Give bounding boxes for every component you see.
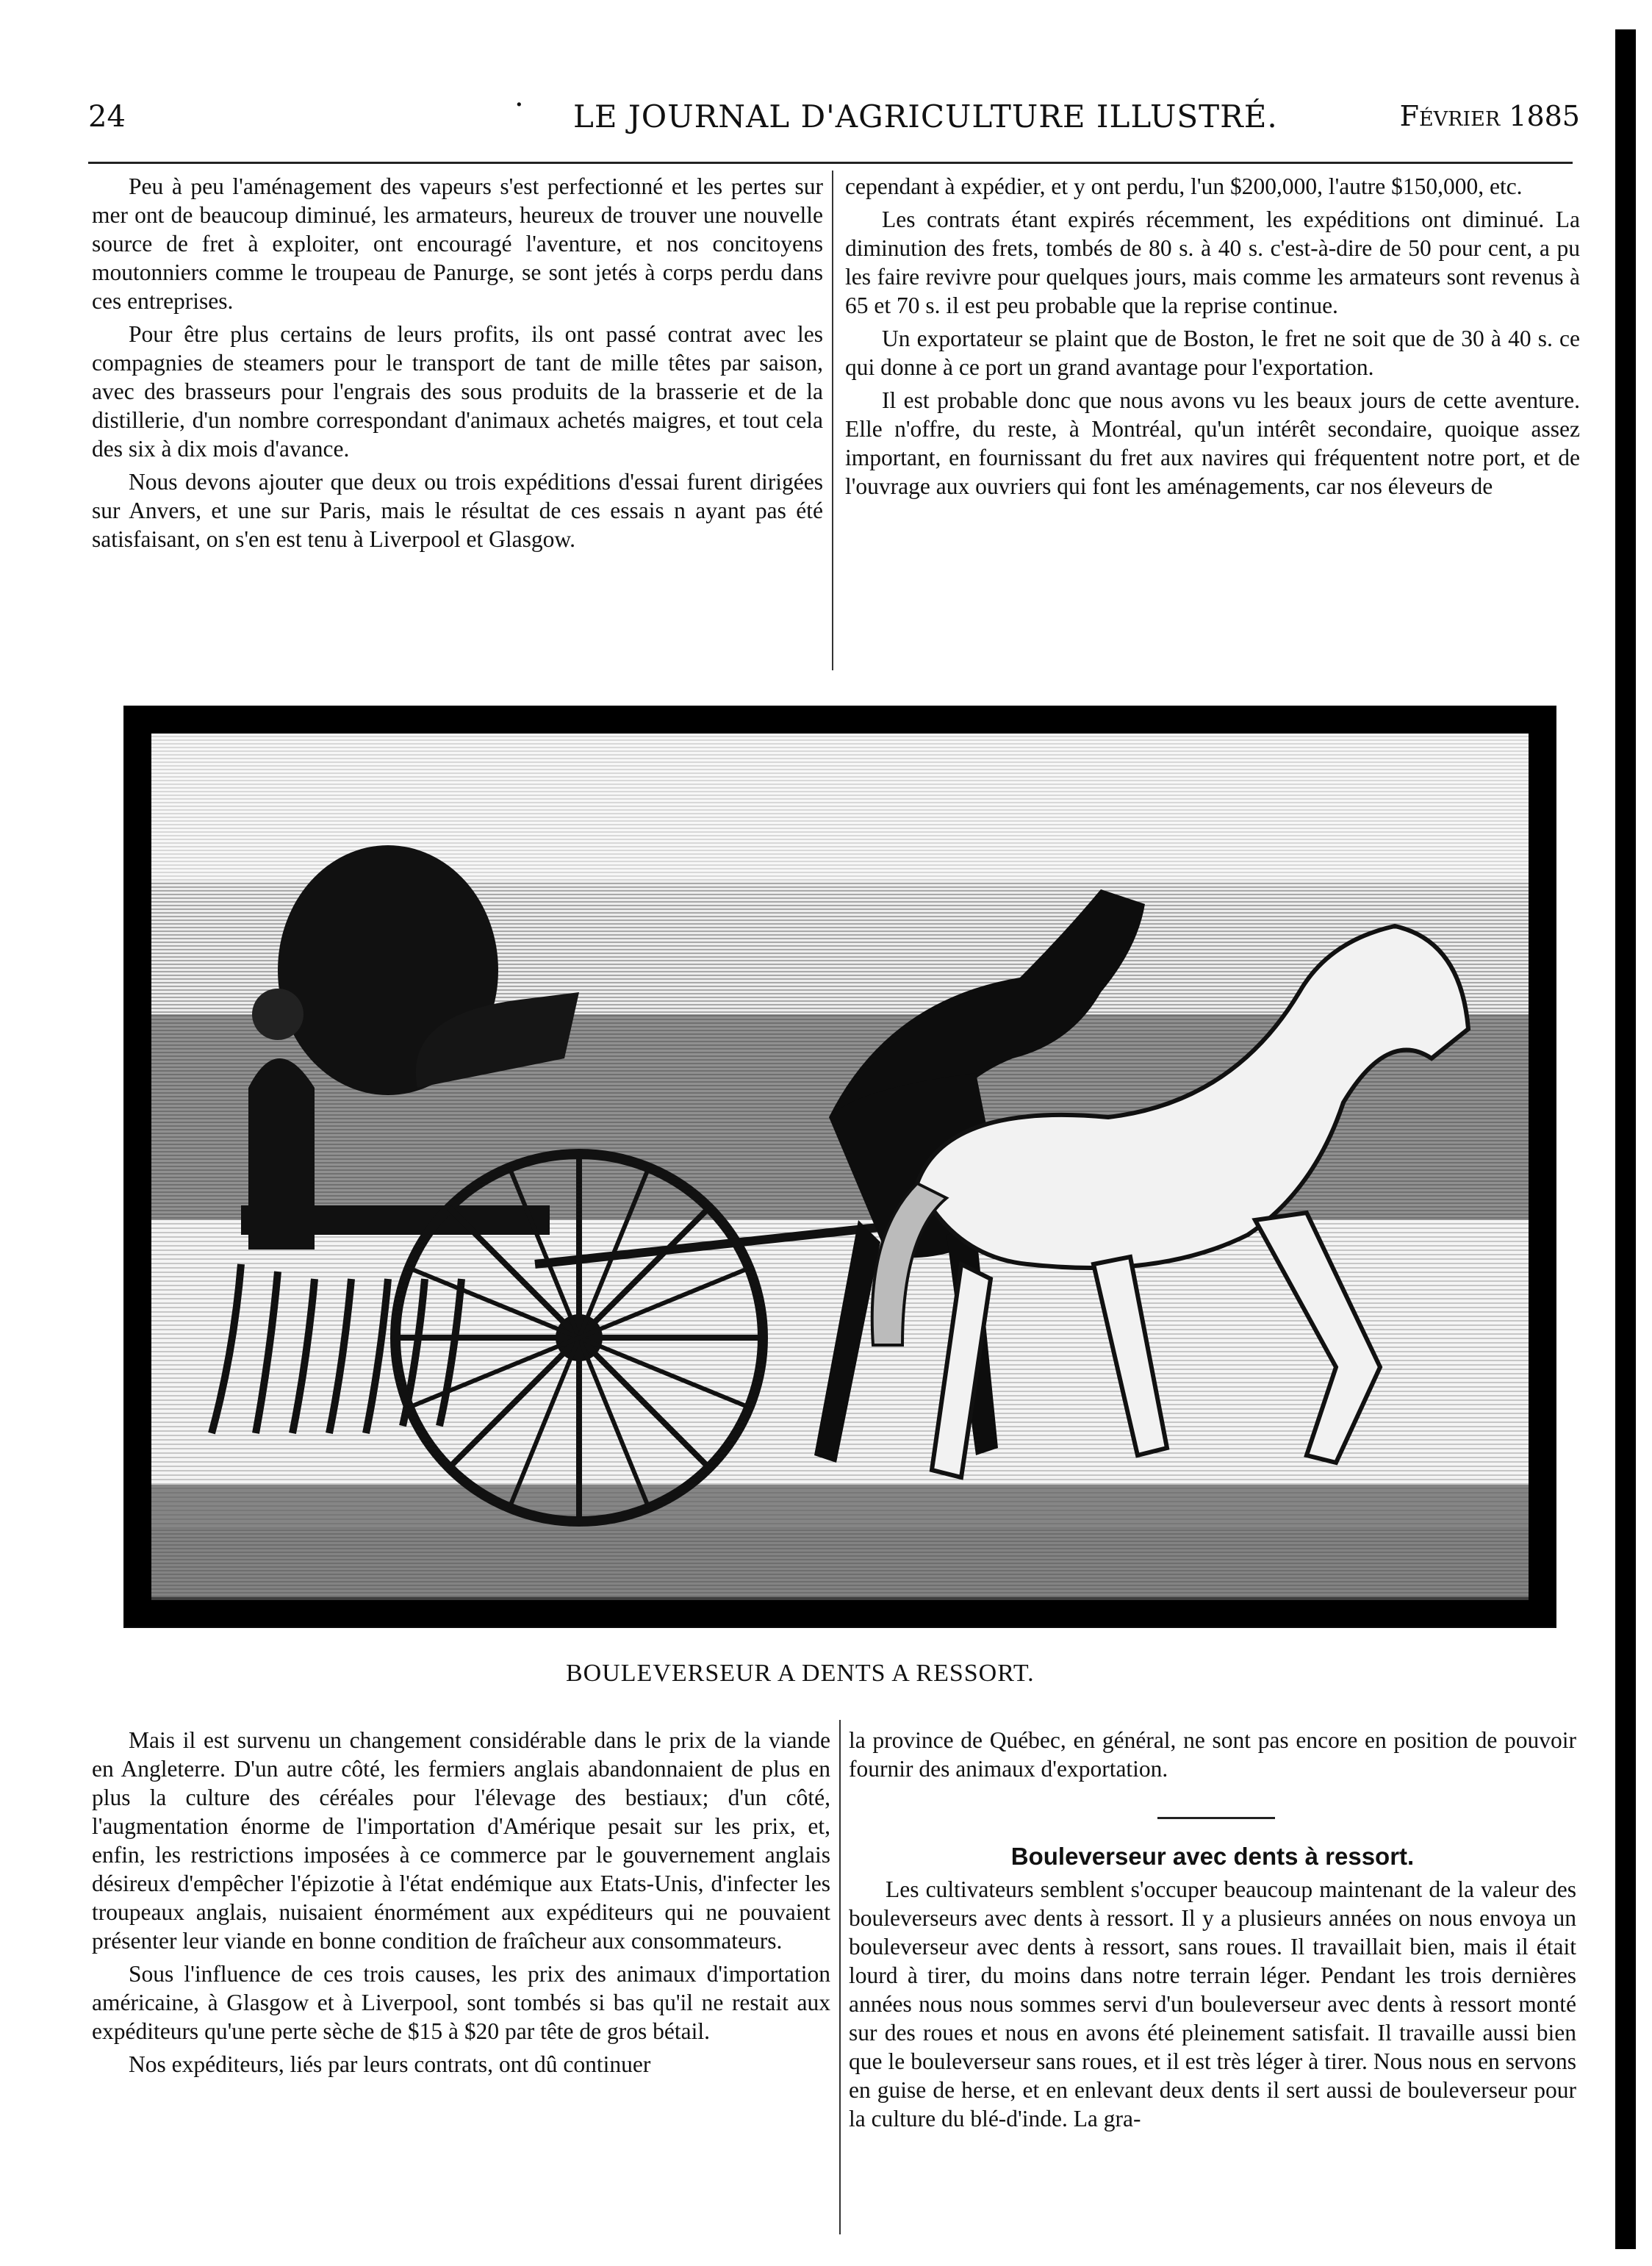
page-number: 24 (88, 100, 126, 134)
header-rule (88, 162, 1573, 164)
paragraph: Un exportateur se plaint que de Boston, le fret ne soit que de 30 à 40 s. ce qui donne à ce port un grand avantage pour l'exportation. (845, 326, 1580, 380)
issue-date: Février 1885 (1399, 100, 1580, 132)
column-top-left (92, 172, 823, 558)
paragraph: Nos expéditeurs, liés par leurs contrats, ont dû continuer (129, 2051, 651, 2077)
engraving-illustration (123, 706, 1556, 1628)
cart-wheel-icon (395, 1154, 763, 1521)
section-divider (1157, 1817, 1275, 1819)
paragraph: la province de Québec, en général, ne sont pas encore en position de pouvoir fournir des animaux d'exportation. (849, 1727, 1576, 1782)
column-bottom-left (92, 1726, 830, 2083)
paragraph: Mais il est survenu un changement considérable dans le prix de la viande en Angleterre. D'un autre côté, les fermiers anglais abandonnaient de plus en plus la culture des céréales pour l'élevage des bestiaux; d'un côté, l'augmentation énorme de l'importation d'Amérique pesait sur les prix, et, enfin, les restrictions imposées à ce commerce par le gouvernement anglais désireux d'empêcher l'épizotie à l'état endémique aux Etats-Unis, d'infecter les troupeaux anglais, nuisaient énormément aux expéditeurs qui ne pouvaient présenter leur viande en bonne condition de fraîcheur aux consommateurs. (92, 1727, 830, 1954)
paragraph: cependant à expédier, et y ont perdu, l'un $200,000, l'autre $150,000, etc. (845, 173, 1523, 199)
paragraph: Peu à peu l'aménagement des vapeurs s'est perfectionné et les pertes sur mer ont de beaucoup diminué, les armateurs, heureux de trouver une nouvelle source de fret à exploiter, ont encouragé l'aventure, et nos concitoyens moutonniers comme le troupeau de Panurge, se sont jetés à corps perdu dans ces entreprises. (92, 173, 823, 314)
column-top-right (845, 172, 1580, 505)
paragraph: Pour être plus certains de leurs profits, ils ont passé contrat avec les compagnies de steamers pour le transport de tant de mille têtes par saison, avec des brasseurs pour l'engrais des sous produits de la brasserie et de la distillerie, d'un nombre correspondant d'animaux achetés maigres, et tout cela des six à dix mois d'avance. (92, 321, 823, 462)
journal-title: LE JOURNAL D'AGRICULTURE ILLUSTRÉ. (573, 98, 1278, 135)
column-bottom-right (849, 1726, 1576, 2137)
paragraph: Nous devons ajouter que deux ou trois expéditions d'essai furent dirigées sur Anvers, et une sur Paris, mais le résultat de ces essais n ayant pas été satisfaisant, on s'en est tenu à Liverpool et Glasgow. (92, 469, 823, 552)
paragraph: Sous l'influence de ces trois causes, les prix des animaux d'importation américaine, à Glasgow et à Liverpool, sont tombés si bas qu'il ne restait aux expéditeurs qu'une perte sèche de $15 à $20 par tête de gros bétail. (92, 1961, 830, 2044)
column-divider (832, 171, 833, 670)
paragraph: Il est probable donc que nous avons vu les beaux jours de cette aventure. Elle n'offre, du reste, à Montréal, qu'un intérêt secondaire, quoique assez important, en fournissant du fret aux navires qui fréquentent notre port, et de l'ouvrage aux ouvriers qui font les aménagements, car nos éleveurs de (845, 387, 1580, 499)
paragraph: Les cultivateurs semblent s'occuper beaucoup maintenant de la valeur des bouleverseurs avec dents à ressort. Il y a plusieurs années on nous envoya un bouleverseur avec dents à ressort, sans roues. Il travaillait bien, mais il était lourd à tirer, du moins dans notre terrain léger. Pendant les trois dernières années nous nous sommes servi d'un bouleverseur avec dents à ressort monté sur des roues et nous en avons été pleinement satisfait. Il travaille aussi bien que le bouleverseur sans roues, et il est très léger à tirer. Nous nous en servons en guise de herse, et en enlevant deux dents il sert aussi de bouleverseur pour la culture du blé-d'inde. La gra- (849, 1876, 1576, 2131)
page-edge-rule (1615, 29, 1636, 2249)
paragraph: Les contrats étant expirés récemment, les expéditions ont diminué. La diminution des frets, tombés de 80 s. à 40 s. c'est-à-dire de 50 pour cent, a pu les faire revivre pour quelques jours, mais comme les armateurs sont revenus à 65 et 70 s. il est peu probable que la reprise continue. (845, 207, 1580, 318)
figure-caption: BOULEVERSEUR A DENTS A RESSORT. (566, 1660, 1035, 1687)
horse-cart-engraving (123, 706, 1556, 1628)
header-dot: · (514, 88, 524, 122)
page-header (73, 88, 1587, 144)
section-heading: Bouleverseur avec dents à ressort. (1010, 1843, 1415, 1870)
column-divider (839, 1720, 841, 2234)
